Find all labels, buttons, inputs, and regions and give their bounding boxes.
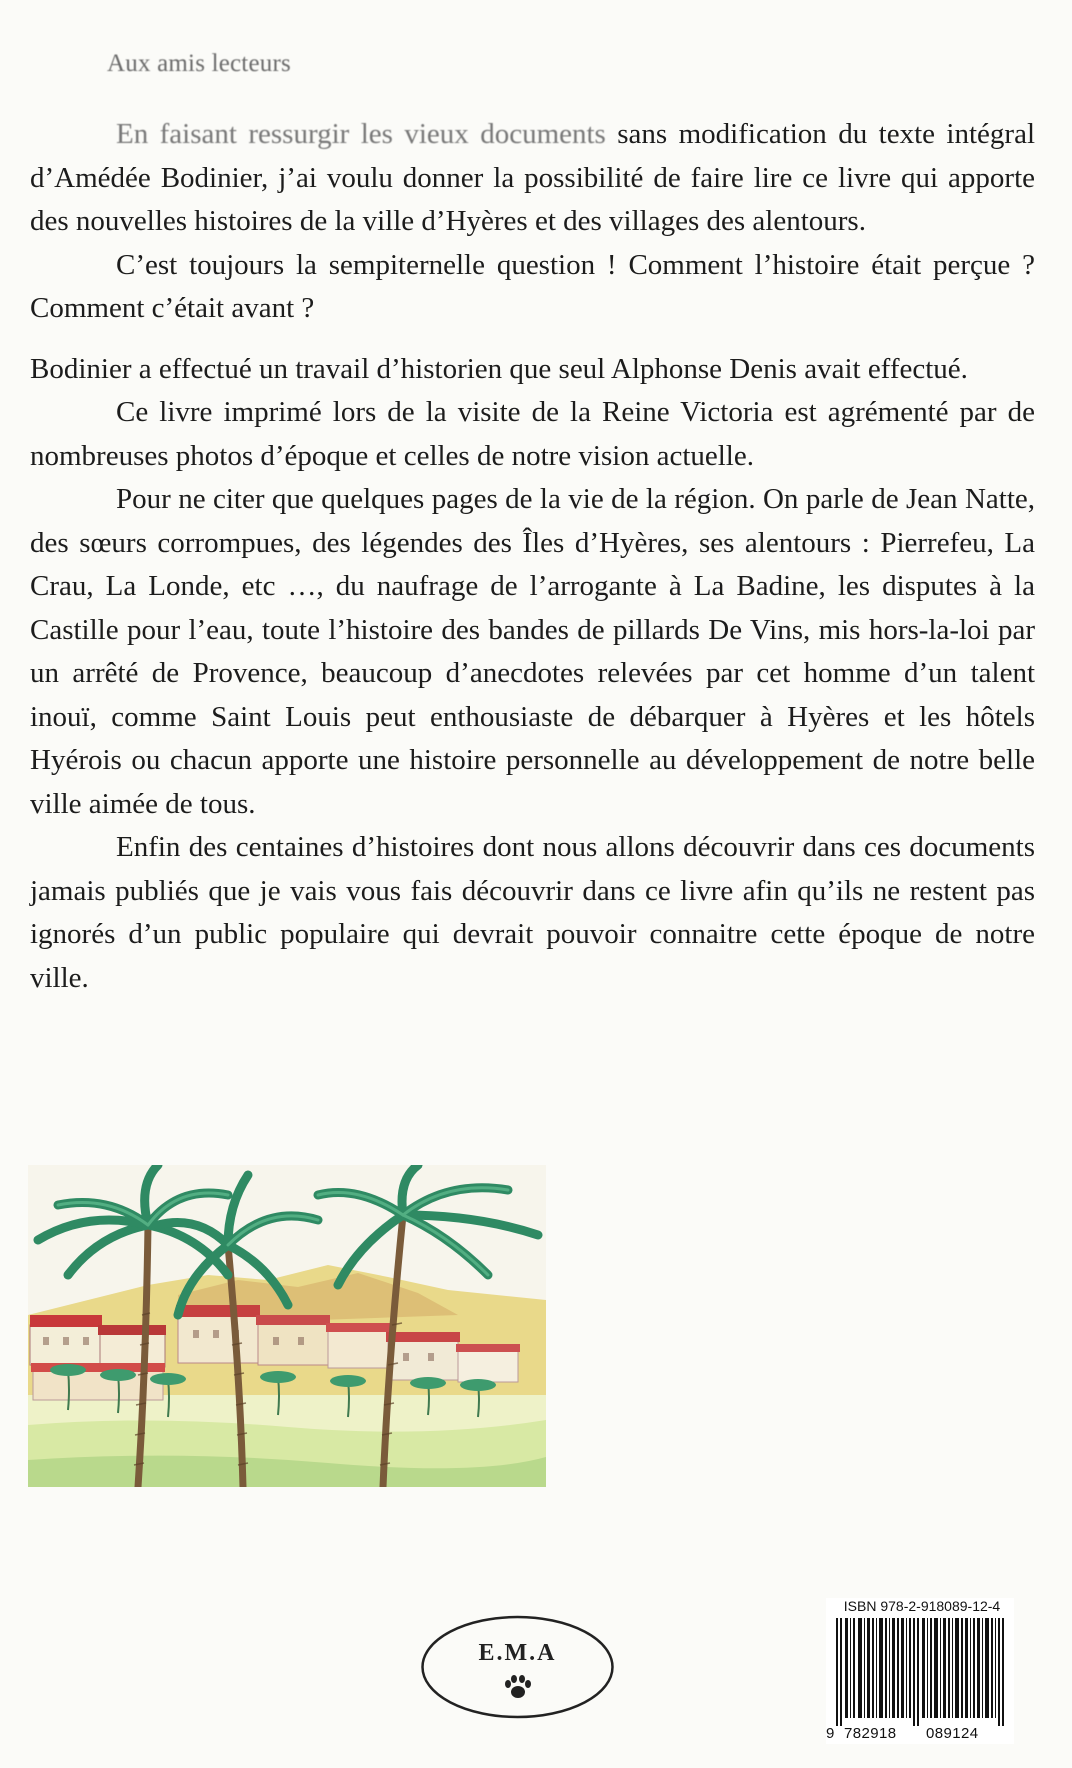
barcode-bars: [834, 1618, 1012, 1726]
paragraph-1-rest: sans modification du texte intégral d’Amédée Bodinier, j’ai voulu donner la possibilité de faire lire ce livre qui apporte des nouvelles histoires de la ville d’Hyères et des villages des alentours.: [30, 118, 1035, 237]
publisher-logo-label: E.M.A: [478, 1640, 557, 1666]
paragraph-5: Pour ne citer que quelques pages de la vie de la région. On parle de Jean Natte, des sœurs corrompues, des légendes des Îles d’Hyères, ses alentours : Pierrefeu, La Crau, La Londe, etc …, du naufrage de l’arrogante à La Badine, les disputes à la Castille pour l’eau, toute l’histoire des bandes de pillards De Vins, mis hors-la-loi par un arrêté de Provence, beaucoup d’anecdotes relevées par cet homme d’un talent inouï, comme Saint Louis peut enthousiaste de débarquer à Hyères et les hôtels Hyérois ou chacun apporte une histoire personnelle au développement de notre belle ville aimée de tous.: [30, 483, 1035, 820]
palm-town-painting: [28, 1165, 546, 1487]
paragraph-2: C’est toujours la sempiternelle question ! Comment l’histoire était perçue ? Comment c’était avant ?: [30, 248, 1035, 324]
barcode-digit-first: 9: [826, 1725, 835, 1742]
body-text: [30, 113, 1035, 1000]
paragraph-1: [30, 113, 1035, 244]
paw-icon: [503, 1674, 533, 1707]
paragraph-4: Ce livre imprimé lors de la visite de la Reine Victoria est agrémenté par de nombreuses photos d’époque et celles de notre vision actuelle.: [30, 396, 1035, 472]
page-heading: Aux amis lecteurs: [107, 50, 291, 77]
paragraph-1-faded: En faisant ressurgir les vieux documents: [116, 118, 606, 150]
isbn-number: ISBN 978-2-918089-12-4: [843, 1598, 1001, 1614]
isbn-barcode: [826, 1598, 1014, 1744]
paragraph-3: Bodinier a effectué un travail d’historien que seul Alphonse Denis avait effectué.: [30, 352, 968, 385]
paragraph-6: Enfin des centaines d’histoires dont nous allons découvrir dans ces documents jamais publiés que je vais vous fais découvrir dans ce livre afin qu’ils ne restent pas ignorés d’un public populaire qui devrait pouvoir connaitre cette époque de notre ville.: [30, 831, 1035, 994]
barcode-digit-group-1: 782918: [844, 1725, 897, 1742]
barcode-digit-group-2: 089124: [926, 1725, 979, 1742]
publisher-logo: [419, 1614, 616, 1720]
